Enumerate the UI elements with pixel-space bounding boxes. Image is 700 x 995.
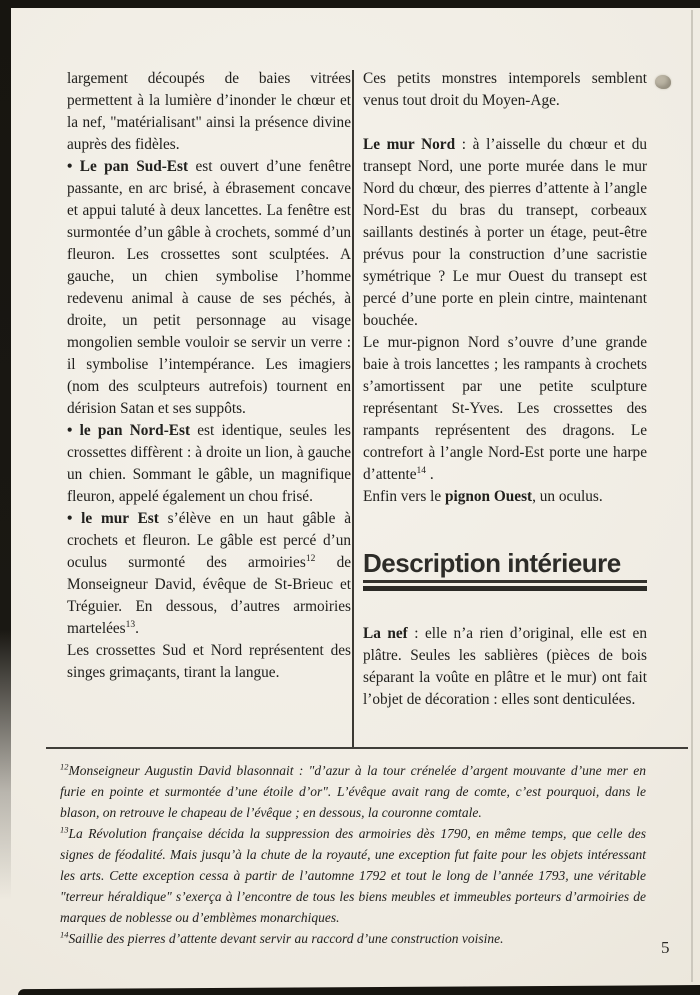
scan-edge-bottom [18,985,700,995]
bullet: • [67,158,80,175]
footnote-ref-14: 14 [416,465,427,476]
column-divider [352,70,354,748]
paragraph [67,508,351,640]
section-heading: Description intérieure [363,548,621,578]
paragraph-text: est identique, seules les crossettes diffèrent : à droite un lion, à gauche un chien. Sommant le gâble, un magnifique fleuron, appelé également un chou frisé. [67,422,351,505]
paragraph-text: Enfin vers le [363,488,445,505]
paragraph-text: . [426,466,434,483]
paragraph-lead: le mur Est [81,510,159,527]
paragraph [363,134,647,332]
bullet: • [67,422,80,439]
paragraph [67,420,351,508]
paragraph [363,623,647,711]
paragraph-text: , un oculus. [532,488,603,505]
heading-rule-thin [363,580,647,583]
paragraph [363,68,647,112]
heading-rule-thick [363,586,647,591]
scan-edge-left [0,0,11,900]
paragraph [363,332,647,486]
paragraph-lead: Le mur Nord [363,136,456,153]
paragraph-text: Le mur-pignon Nord s’ouvre d’une grande baie à trois lancettes ; les rampants à crochets s’amortissent par une petite sculpture représentant St-Yves. Les crossettes des rampants représentent des dragons. Le contrefort à l’angle Nord-Est porte une harpe d’attente [363,334,647,483]
footnote-ref-13: 13 [125,619,136,630]
section-heading-block [363,548,647,591]
footnote-text: Saillie des pierres d’attente devant servir au raccord d’une construction voisine. [68,931,504,946]
scan-edge-top [0,0,700,8]
footnote-marker-12: 12 [60,761,69,772]
paragraph-lead: Le pan Sud-Est [79,158,189,175]
paragraph-lead: pignon Ouest [444,488,533,505]
paragraph-lead: le pan Nord-Est [79,422,191,439]
footnote-text: Monseigneur Augustin David blasonnait : "d’azur à la tour crénelée d’argent mouvante d’une mer en furie en pointe et surmontée d’une étoile d’or". L’évêque avait rang de comte, c’est pourquoi, dans le blason, on retrouve le chapeau de l’évêque ; en dessous, la couronne comtale. [60,763,646,820]
paragraph-text: : elle n’a rien d’original, elle est en plâtre. Seules les sablières (pièces de bois séparant la voûte en plâtre et le mur) ont fait l’objet de décoration : elles sont denticulées. [363,625,647,708]
footnote-text: La Révolution française décida la suppression des armoiries dès 1790, en même temps, que celle des signes de féodalité. Mais jusqu’à la chute de la royauté, une exception fut faite pour les objets intéressant les arts. Cette exception cessa à partir de l’automne 1792 et tout le long de l’année 1793, une véritable "terreur héraldique" s’exerça à l’encontre de tous les biens meubles et immeubles porteurs d’armoiries de marques de noblesse ou d’emblèmes monarchiques. [60,826,646,925]
paragraph-text: est ouvert d’une fenêtre passante, en arc brisé, à ébrasement concave et appui taluté à deux lancettes. La fenêtre est surmontée d’un gâble à crochets, sommé d’un fleuron. Les crossettes sont sculptées. A gauche, un chien symbolise l’homme redevenu animal à cause de ses péchés, à droite, un petit personnage au visage mongolien semble vouloir se servir un verre : il symbolise l’intempérance. Les imagiers (nom des sculpteurs autrefois) tournent en dérision Satan et ses suppôts. [67,158,351,417]
page-number: 5 [661,938,670,957]
footnote-ref-12: 12 [305,553,316,564]
paragraph-text: . [135,620,139,637]
footnote-marker-13: 13 [60,824,69,835]
bullet: • [67,510,82,527]
paragraph-text: : à l’aisselle du chœur et du transept Nord, une porte murée dans le mur Nord du chœur, des pierres d’attente à l’angle Nord-Est du bras du transept, corbeaux saillants destinés à porter un étage, peut-être prévus pour la construction d’une sacristie symétrique ? Le mur Ouest du transept est percé d’une porte en plein cintre, maintenant bouchée. [363,136,647,329]
paragraph-text: Ces petits monstres intemporels semblent venus tout droit du Moyen-Age. [363,70,647,109]
paragraph [363,486,647,508]
footnote-marker-14: 14 [60,929,69,940]
scan-edge-right [691,10,693,982]
paragraph-text: largement découpés de baies vitrées permettent à la lumière d’inonder le chœur et la nef, "matérialisant" ainsi la présence divine auprès des fidèles. [67,70,351,153]
footnote-13 [60,823,646,928]
left-column [67,68,351,750]
paragraph [67,640,351,684]
right-column [363,68,647,750]
paragraph-text: de Monseigneur David, évêque de St-Brieuc et Tréguier. En dessous, d’autres armoiries martelées [67,554,351,637]
footnote-separator-rule [46,747,688,749]
footnotes-section [60,760,646,949]
paragraph-text: Les crossettes Sud et Nord représentent des singes grimaçants, tirant la langue. [67,642,351,681]
footnote-14 [60,928,646,949]
paragraph [67,68,351,156]
footnote-12 [60,760,646,823]
paragraph [67,156,351,420]
paragraph-text: s’élève en un haut gâble à crochets et fleuron. Le gâble est percé d’un oculus surmonté des armoiries [67,510,351,571]
paper-smudge [655,75,671,89]
paragraph-lead: La nef [363,625,408,642]
